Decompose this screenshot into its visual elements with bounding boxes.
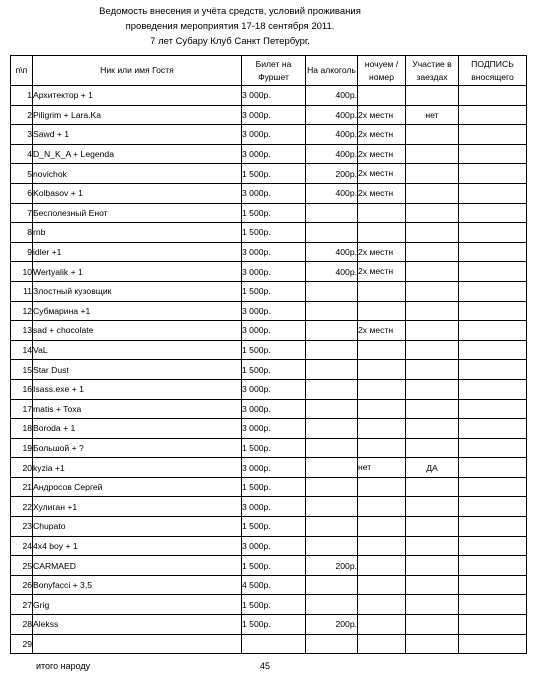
- guest-name: Star Dust: [33, 360, 242, 380]
- row-number: 3: [11, 125, 33, 145]
- table-row: [11, 144, 527, 164]
- overnight-room: [358, 536, 406, 556]
- trips-participation: [406, 477, 459, 497]
- signature-cell: [459, 477, 527, 497]
- trips-participation: [406, 536, 459, 556]
- guest-name: Злостный кузовщик: [33, 281, 242, 301]
- guest-name: Хулиган +1: [33, 497, 242, 517]
- row-number: 6: [11, 183, 33, 203]
- overnight-room: [358, 556, 406, 576]
- signature-cell: [459, 105, 527, 125]
- overnight-room: 2х местн: [358, 183, 406, 203]
- signature-cell: [459, 438, 527, 458]
- table-row: [11, 497, 527, 517]
- trips-participation: [406, 203, 459, 223]
- signature-cell: [459, 379, 527, 399]
- signature-cell: [459, 183, 527, 203]
- row-number: 20: [11, 458, 33, 478]
- alcohol-amount: [306, 458, 358, 478]
- alcohol-amount: [306, 438, 358, 458]
- signature-cell: [459, 125, 527, 145]
- ticket-amount: 3 000р.: [242, 399, 306, 419]
- table-row: [11, 105, 527, 125]
- table-row: [11, 223, 527, 243]
- guest-name: Архитектор + 1: [33, 86, 242, 106]
- trips-participation: [406, 634, 459, 654]
- overnight-room: [358, 575, 406, 595]
- trips-participation: [406, 281, 459, 301]
- guest-name: 4x4 boy + 1: [33, 536, 242, 556]
- alcohol-amount: 400р.: [306, 86, 358, 106]
- overnight-room: 2х местн: [358, 242, 406, 262]
- signature-cell: [459, 340, 527, 360]
- row-number: 9: [11, 242, 33, 262]
- guest-name: Sawd + 1: [33, 125, 242, 145]
- ticket-amount: 1 500р.: [242, 595, 306, 615]
- table-body: [11, 86, 527, 654]
- alcohol-amount: 400р.: [306, 242, 358, 262]
- ticket-amount: 3 000р.: [242, 125, 306, 145]
- trips-participation: [406, 438, 459, 458]
- table-row: [11, 164, 527, 184]
- overnight-room: [358, 86, 406, 106]
- alcohol-amount: [306, 477, 358, 497]
- ticket-amount: 1 500р.: [242, 203, 306, 223]
- overnight-room: 2х местн: [358, 321, 406, 341]
- trips-participation: ДА: [406, 458, 459, 478]
- table-row: [11, 379, 527, 399]
- ticket-amount: 3 000р.: [242, 321, 306, 341]
- table-row: [11, 281, 527, 301]
- overnight-room: [358, 379, 406, 399]
- signature-cell: [459, 497, 527, 517]
- signature-cell: [459, 164, 527, 184]
- ticket-amount: 1 500р.: [242, 360, 306, 380]
- row-number: 8: [11, 223, 33, 243]
- row-number: 29: [11, 634, 33, 654]
- ticket-amount: 3 000р.: [242, 86, 306, 106]
- alcohol-amount: 400р.: [306, 105, 358, 125]
- trips-participation: [406, 301, 459, 321]
- alcohol-amount: [306, 399, 358, 419]
- table-row: [11, 458, 527, 478]
- alcohol-amount: [306, 536, 358, 556]
- table-row: [11, 340, 527, 360]
- signature-cell: [459, 575, 527, 595]
- alcohol-amount: 400р.: [306, 144, 358, 164]
- header-title-line-2: проведения мероприятия 17-18 сентября 2011.: [125, 21, 335, 32]
- table-row: [11, 536, 527, 556]
- alcohol-amount: [306, 203, 358, 223]
- signature-cell: [459, 223, 527, 243]
- trips-participation: [406, 419, 459, 439]
- trips-participation: [406, 183, 459, 203]
- overnight-room: 2х местн: [358, 105, 406, 125]
- header-title-line-1: Ведомость внесения и учёта средств, условий проживания: [99, 6, 361, 17]
- guest-name: Piligrim + Lara.Ka: [33, 105, 242, 125]
- alcohol-amount: [306, 301, 358, 321]
- row-number: 11: [11, 281, 33, 301]
- table-row: [11, 517, 527, 537]
- row-number: 10: [11, 262, 33, 282]
- trips-participation: [406, 615, 459, 635]
- ticket-amount: 3 000р.: [242, 458, 306, 478]
- ticket-amount: 3 000р.: [242, 242, 306, 262]
- signature-cell: [459, 458, 527, 478]
- guest-name: CARMAED: [33, 556, 242, 576]
- signature-cell: [459, 144, 527, 164]
- table-row: [11, 419, 527, 439]
- table-row: [11, 360, 527, 380]
- row-number: 24: [11, 536, 33, 556]
- trips-participation: [406, 321, 459, 341]
- overnight-room: [358, 497, 406, 517]
- guest-name: Boroda + 1: [33, 419, 242, 439]
- table-row: [11, 477, 527, 497]
- row-number: 15: [11, 360, 33, 380]
- alcohol-amount: 200р.: [306, 556, 358, 576]
- signature-cell: [459, 419, 527, 439]
- table-row: [11, 575, 527, 595]
- ticket-amount: [242, 634, 306, 654]
- ticket-amount: 4 500р.: [242, 575, 306, 595]
- alcohol-amount: 400р.: [306, 262, 358, 282]
- trips-participation: [406, 340, 459, 360]
- ticket-amount: 1 500р.: [242, 438, 306, 458]
- overnight-room: [358, 301, 406, 321]
- row-number: 13: [11, 321, 33, 341]
- totals-label: итого народу: [36, 661, 91, 671]
- ticket-amount: 1 500р.: [242, 164, 306, 184]
- ticket-amount: 3 000р.: [242, 301, 306, 321]
- alcohol-amount: [306, 517, 358, 537]
- guest-name: Grig: [33, 595, 242, 615]
- overnight-room: [358, 223, 406, 243]
- guest-name: Isass.exe + 1: [33, 379, 242, 399]
- column-header-signature: ПОДПИСЬ вносящего: [459, 56, 527, 86]
- signature-cell: [459, 615, 527, 635]
- table-row: [11, 399, 527, 419]
- signature-cell: [459, 262, 527, 282]
- column-header-nick: Ник или имя Гостя: [33, 56, 242, 86]
- alcohol-amount: [306, 575, 358, 595]
- alcohol-amount: [306, 223, 358, 243]
- alcohol-amount: 400р.: [306, 125, 358, 145]
- ticket-amount: 1 500р.: [242, 340, 306, 360]
- table-header-row: [11, 56, 527, 86]
- alcohol-amount: [306, 595, 358, 615]
- guest-name: Андросов Сергей: [33, 477, 242, 497]
- signature-cell: [459, 556, 527, 576]
- trips-participation: нет: [406, 105, 459, 125]
- alcohol-amount: [306, 419, 358, 439]
- trips-participation: [406, 379, 459, 399]
- overnight-room: [358, 634, 406, 654]
- guest-name: Alekss: [33, 615, 242, 635]
- overnight-room: [358, 360, 406, 380]
- row-number: 4: [11, 144, 33, 164]
- signature-cell: [459, 634, 527, 654]
- table-row: [11, 301, 527, 321]
- ticket-amount: 3 000р.: [242, 105, 306, 125]
- guest-name: D_N_K_A + Legenda: [33, 144, 242, 164]
- row-number: 25: [11, 556, 33, 576]
- ticket-amount: 3 000р.: [242, 379, 306, 399]
- ticket-amount: 1 500р.: [242, 556, 306, 576]
- overnight-room: 2х местн: [358, 262, 406, 282]
- guest-name: rnb: [33, 223, 242, 243]
- ticket-amount: 1 500р.: [242, 517, 306, 537]
- alcohol-amount: [306, 379, 358, 399]
- row-number: 26: [11, 575, 33, 595]
- signature-cell: [459, 517, 527, 537]
- guest-name: Chupato: [33, 517, 242, 537]
- trips-participation: [406, 575, 459, 595]
- ticket-amount: 3 000р.: [242, 536, 306, 556]
- trips-participation: [406, 144, 459, 164]
- signature-cell: [459, 536, 527, 556]
- ticket-amount: 3 000р.: [242, 497, 306, 517]
- trips-participation: [406, 360, 459, 380]
- table-row: [11, 203, 527, 223]
- overnight-room: [358, 438, 406, 458]
- ticket-amount: 3 000р.: [242, 144, 306, 164]
- signature-cell: [459, 242, 527, 262]
- ticket-amount: 3 000р.: [242, 262, 306, 282]
- trips-participation: [406, 223, 459, 243]
- column-header-ticket: Билет на Фуршет: [242, 56, 306, 86]
- table-row: [11, 125, 527, 145]
- overnight-room: [358, 399, 406, 419]
- table-row: [11, 262, 527, 282]
- row-number: 16: [11, 379, 33, 399]
- table-row: [11, 242, 527, 262]
- table-row: [11, 634, 527, 654]
- signature-cell: [459, 399, 527, 419]
- trips-participation: [406, 399, 459, 419]
- ticket-amount: 3 000р.: [242, 183, 306, 203]
- table-row: [11, 321, 527, 341]
- guest-name: Бесполезный Енот: [33, 203, 242, 223]
- overnight-room: 2х местн: [358, 125, 406, 145]
- guest-name: Kolbasov + 1: [33, 183, 242, 203]
- overnight-room: [358, 517, 406, 537]
- trips-participation: [406, 556, 459, 576]
- row-number: 14: [11, 340, 33, 360]
- trips-participation: [406, 164, 459, 184]
- alcohol-amount: [306, 497, 358, 517]
- signature-cell: [459, 301, 527, 321]
- column-header-trips: Участие в заездах: [406, 56, 459, 86]
- signature-cell: [459, 281, 527, 301]
- table-row: [11, 615, 527, 635]
- overnight-room: нет: [358, 458, 406, 478]
- table-row: [11, 183, 527, 203]
- signature-cell: [459, 86, 527, 106]
- guest-name: Wertyalik + 1: [33, 262, 242, 282]
- trips-participation: [406, 497, 459, 517]
- row-number: 17: [11, 399, 33, 419]
- overnight-room: [358, 281, 406, 301]
- ticket-amount: 1 500р.: [242, 477, 306, 497]
- guest-name: idler +1: [33, 242, 242, 262]
- guest-ledger-table: [10, 55, 527, 654]
- document-header: [0, 4, 460, 49]
- row-number: 22: [11, 497, 33, 517]
- header-title-line-3: 7 лет Субару Клуб Санкт Петербург.: [150, 36, 310, 47]
- column-header-alcohol: На алкоголь: [306, 56, 358, 86]
- overnight-room: [358, 477, 406, 497]
- alcohol-amount: [306, 281, 358, 301]
- trips-participation: [406, 517, 459, 537]
- ticket-amount: 1 500р.: [242, 281, 306, 301]
- totals-value: 45: [260, 661, 271, 671]
- signature-cell: [459, 203, 527, 223]
- table-row: [11, 556, 527, 576]
- alcohol-amount: 200р.: [306, 615, 358, 635]
- alcohol-amount: 200р.: [306, 164, 358, 184]
- overnight-room: 2х местн: [358, 144, 406, 164]
- trips-participation: [406, 242, 459, 262]
- ticket-amount: 1 500р.: [242, 223, 306, 243]
- overnight-room: [358, 340, 406, 360]
- alcohol-amount: [306, 360, 358, 380]
- alcohol-amount: [306, 321, 358, 341]
- trips-participation: [406, 262, 459, 282]
- row-number: 5: [11, 164, 33, 184]
- row-number: 7: [11, 203, 33, 223]
- row-number: 1: [11, 86, 33, 106]
- signature-cell: [459, 321, 527, 341]
- guest-name: novichok: [33, 164, 242, 184]
- overnight-room: [358, 203, 406, 223]
- row-number: 19: [11, 438, 33, 458]
- guest-name: [33, 634, 242, 654]
- guest-name: Большой + ?: [33, 438, 242, 458]
- alcohol-amount: [306, 634, 358, 654]
- alcohol-amount: [306, 340, 358, 360]
- table-row: [11, 86, 527, 106]
- signature-cell: [459, 360, 527, 380]
- row-number: 23: [11, 517, 33, 537]
- row-number: 27: [11, 595, 33, 615]
- table-row: [11, 595, 527, 615]
- trips-participation: [406, 595, 459, 615]
- trips-participation: [406, 125, 459, 145]
- row-number: 21: [11, 477, 33, 497]
- overnight-room: [358, 419, 406, 439]
- ticket-amount: 1 500р.: [242, 615, 306, 635]
- guest-name: sad + chocolate: [33, 321, 242, 341]
- overnight-room: [358, 615, 406, 635]
- column-header-num: п\п: [11, 56, 33, 86]
- guest-name: matis + Toxa: [33, 399, 242, 419]
- signature-cell: [459, 595, 527, 615]
- row-number: 12: [11, 301, 33, 321]
- guest-name: VaL: [33, 340, 242, 360]
- row-number: 18: [11, 419, 33, 439]
- alcohol-amount: 400р.: [306, 183, 358, 203]
- guest-name: kyzia +1: [33, 458, 242, 478]
- overnight-room: [358, 595, 406, 615]
- overnight-room: 2х местн: [358, 164, 406, 184]
- row-number: 2: [11, 105, 33, 125]
- trips-participation: [406, 86, 459, 106]
- guest-name: Субмарина +1: [33, 301, 242, 321]
- row-number: 28: [11, 615, 33, 635]
- table-row: [11, 438, 527, 458]
- column-header-overnight: ночуем /номер: [358, 56, 406, 86]
- guest-name: Bonyfacci + 3,5: [33, 575, 242, 595]
- ticket-amount: 3 000р.: [242, 419, 306, 439]
